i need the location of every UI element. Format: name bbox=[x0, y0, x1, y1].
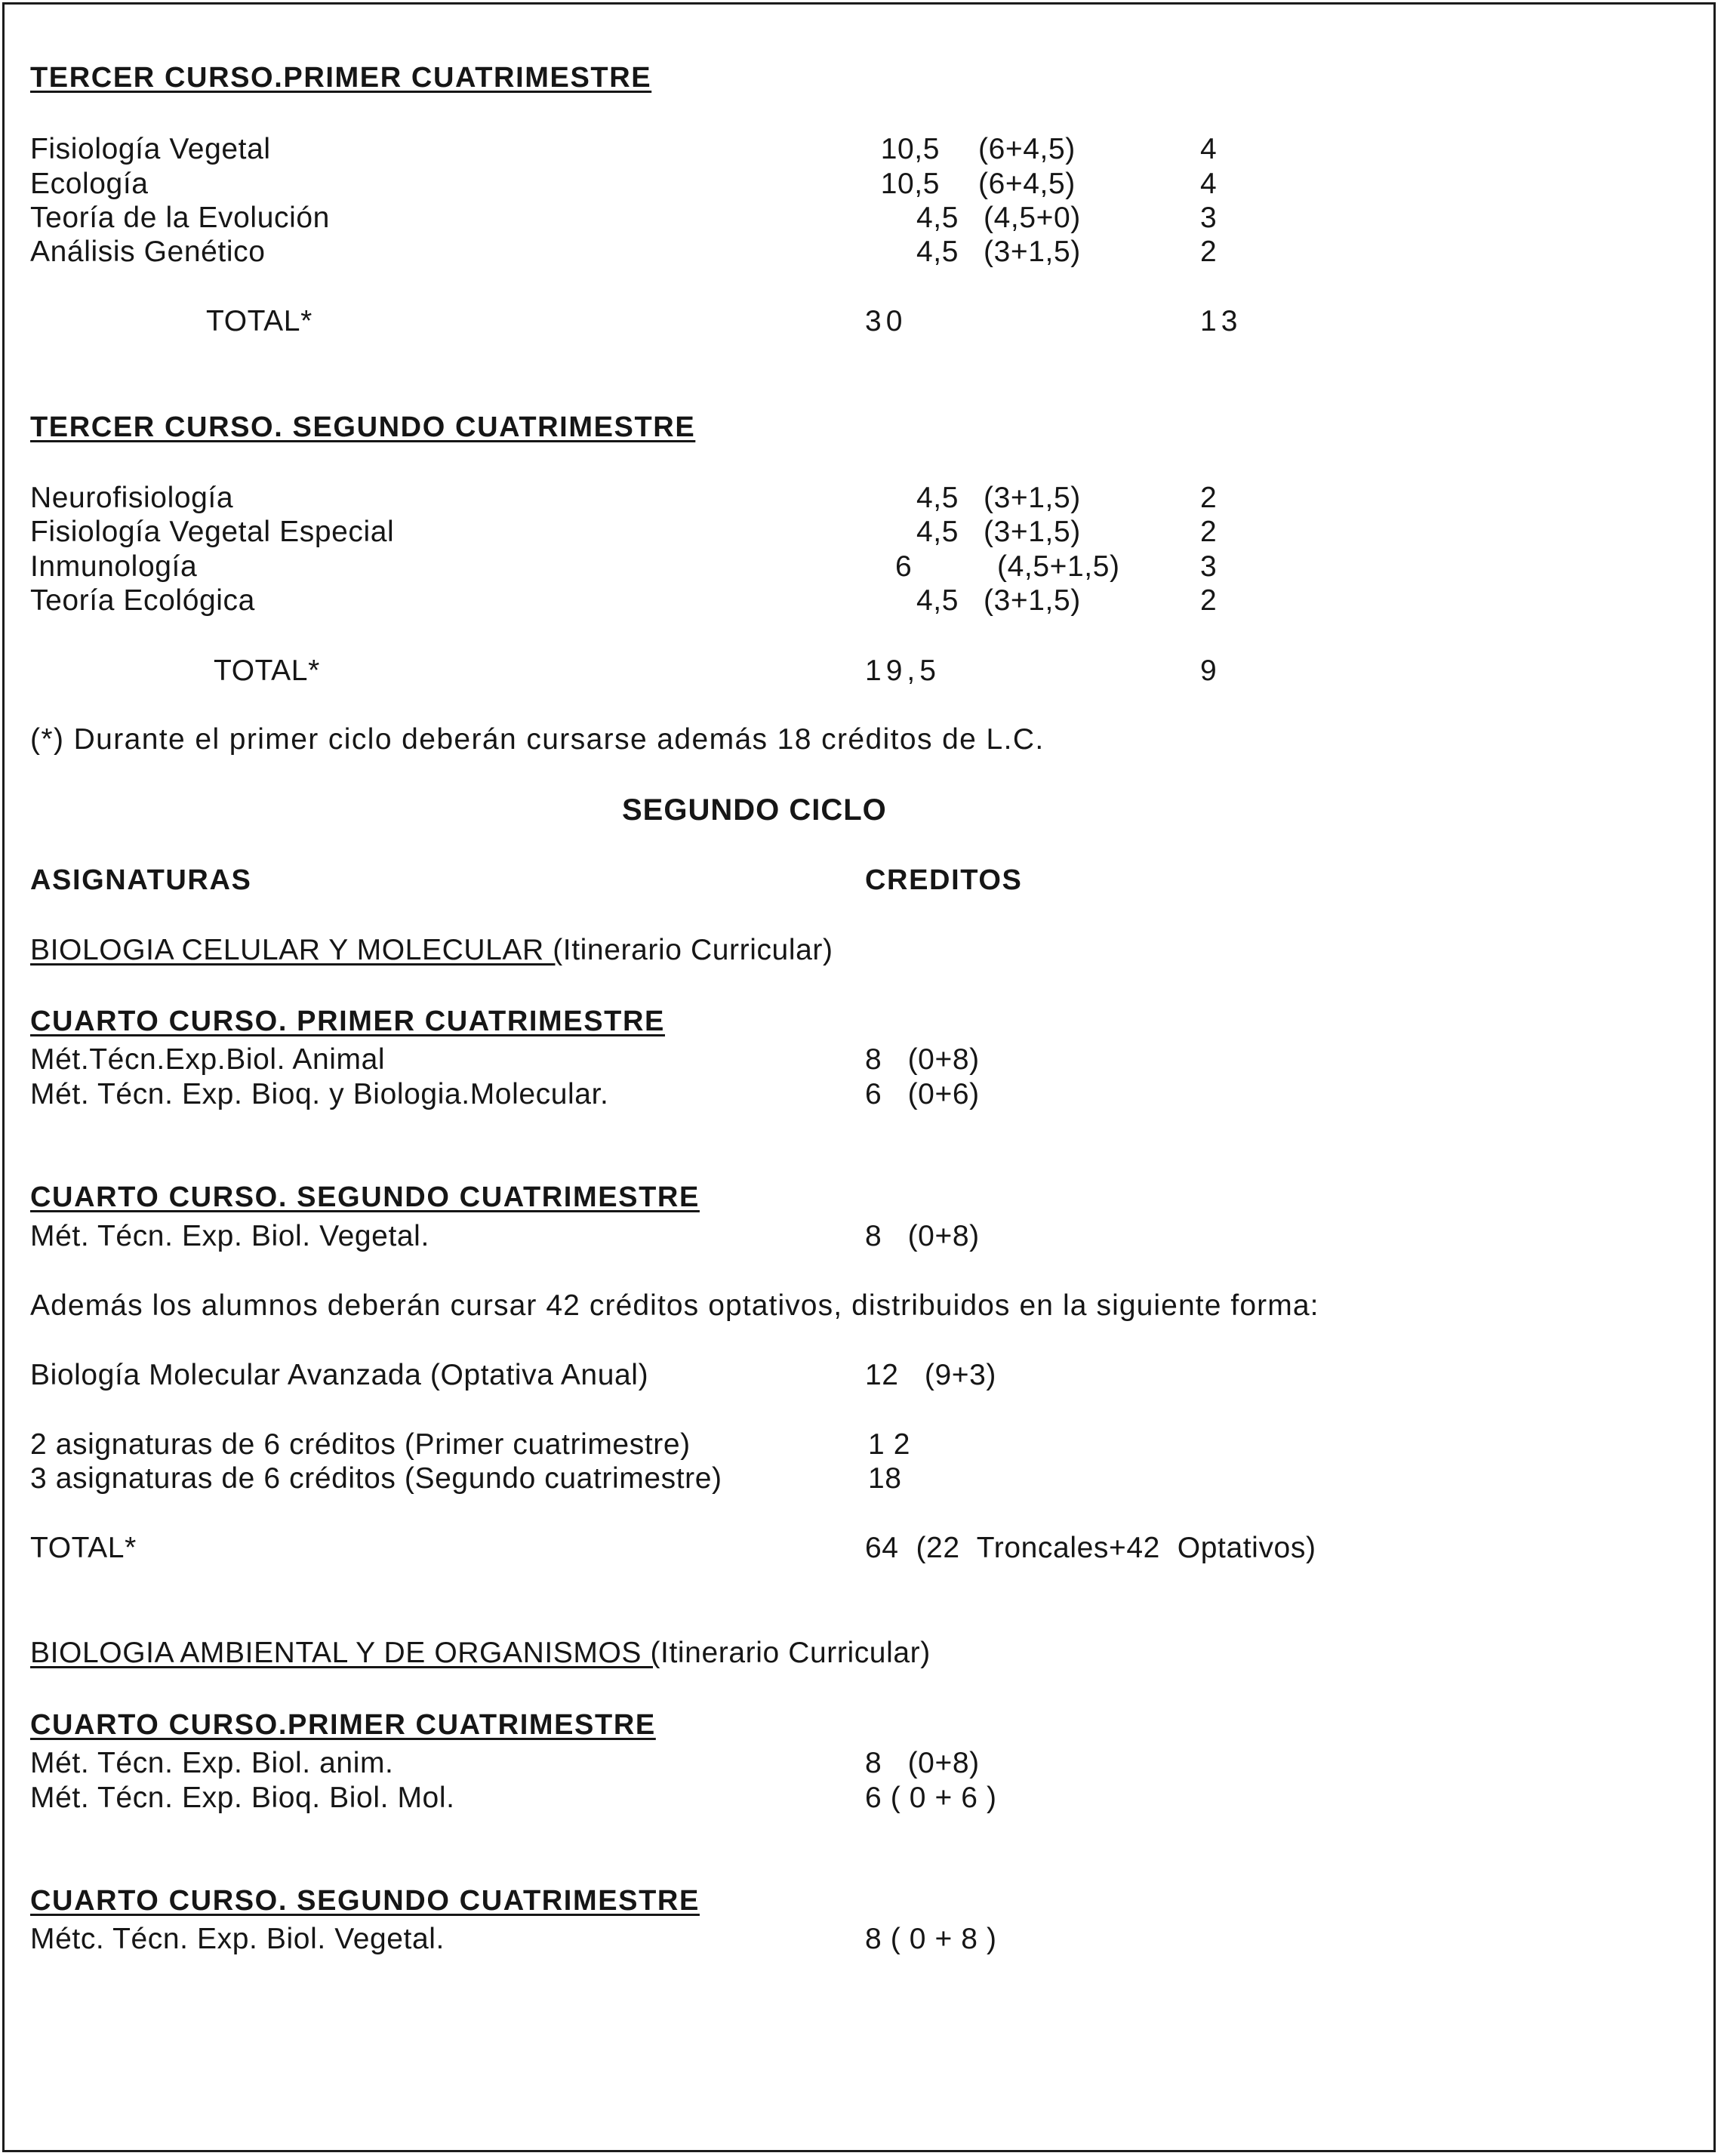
subject-hours: 4 bbox=[1200, 133, 1218, 165]
subject-credits: 18 bbox=[868, 1462, 902, 1495]
subject-name: Ecología bbox=[30, 168, 149, 200]
subject-credits: 10,5 bbox=[880, 133, 940, 165]
total-hours: 13 bbox=[1200, 305, 1242, 337]
subject-credits: 8 ( 0 + 8 ) bbox=[865, 1923, 997, 1955]
subject-hours: 2 bbox=[1200, 516, 1218, 548]
subject-credits: 1 2 bbox=[868, 1428, 911, 1461]
total-label: TOTAL* bbox=[30, 1532, 137, 1564]
section-heading-cuarto-segundo: CUARTO CURSO. SEGUNDO CUATRIMESTRE bbox=[30, 1885, 700, 1917]
subject-credits: 8 (0+8) bbox=[865, 1220, 980, 1252]
subject-credit-split: (3+1,5) bbox=[984, 516, 1081, 548]
subject-credits: 8 (0+8) bbox=[865, 1747, 980, 1779]
subject-hours: 4 bbox=[1200, 168, 1218, 200]
subject-name: Mét. Técn. Exp. Biol. Vegetal. bbox=[30, 1220, 429, 1252]
section-heading-cuarto-primer: CUARTO CURSO.PRIMER CUATRIMESTRE bbox=[30, 1709, 656, 1741]
subject-name: Teoría de la Evolución bbox=[30, 202, 330, 234]
subject-credit-split: (3+1,5) bbox=[984, 584, 1081, 617]
subject-name: Neurofisiología bbox=[30, 482, 234, 514]
subject-credits: 6 (0+6) bbox=[865, 1078, 980, 1110]
subject-name: 3 asignaturas de 6 créditos (Segundo cuatrimestre) bbox=[30, 1462, 722, 1495]
section-heading-cuarto-primer: CUARTO CURSO. PRIMER CUATRIMESTRE bbox=[30, 1006, 665, 1037]
section-heading-tercer-primer: TERCER CURSO.PRIMER CUATRIMESTRE bbox=[30, 62, 652, 94]
itinerary-note: Itinerario Curricular) bbox=[660, 1637, 931, 1669]
subject-hours: 2 bbox=[1200, 482, 1218, 514]
itinerary-note: Itinerario Curricular) bbox=[562, 934, 833, 966]
subject-name: Biología Molecular Avanzada (Optativa Anual) bbox=[30, 1359, 649, 1391]
subject-credits: 4,5 bbox=[916, 516, 959, 548]
subject-name: Mét. Técn. Exp. Biol. anim. bbox=[30, 1747, 394, 1779]
itinerary-heading-bao bbox=[30, 1636, 931, 1671]
segundo-ciclo-title: SEGUNDO CICLO bbox=[622, 793, 887, 827]
itinerary-heading-bcm bbox=[30, 933, 833, 968]
subject-name: Mét. Técn. Exp. Bioq. y Biologia.Molecular. bbox=[30, 1078, 609, 1110]
subject-credits: 6 ( 0 + 6 ) bbox=[865, 1782, 997, 1814]
subject-credits: 4,5 bbox=[916, 482, 959, 514]
subject-credits: 4,5 bbox=[916, 584, 959, 617]
total-credits: 19,5 bbox=[865, 654, 941, 687]
total-hours: 9 bbox=[1200, 654, 1218, 687]
subject-name: 2 asignaturas de 6 créditos (Primer cuatrimestre) bbox=[30, 1428, 691, 1461]
section-heading-tercer-segundo: TERCER CURSO. SEGUNDO CUATRIMESTRE bbox=[30, 411, 696, 443]
subject-hours: 3 bbox=[1200, 202, 1218, 234]
total-label: TOTAL* bbox=[214, 654, 320, 687]
subject-credit-split: (3+1,5) bbox=[984, 236, 1081, 268]
itinerary-name: BIOLOGIA CELULAR Y MOLECULAR ( bbox=[30, 934, 563, 966]
total-label: TOTAL* bbox=[206, 305, 312, 337]
subject-credits: 8 (0+8) bbox=[865, 1043, 980, 1076]
footnote: (*) Durante el primer ciclo deberán cursarse además 18 créditos de L.C. bbox=[30, 723, 1045, 756]
subject-name: Inmunología bbox=[30, 550, 198, 583]
column-header-asignaturas: ASIGNATURAS bbox=[30, 864, 252, 896]
section-heading-cuarto-segundo: CUARTO CURSO. SEGUNDO CUATRIMESTRE bbox=[30, 1181, 700, 1213]
subject-credit-split: (3+1,5) bbox=[984, 482, 1081, 514]
subject-credits: 4,5 bbox=[916, 202, 959, 234]
subject-credits: 6 bbox=[895, 550, 913, 583]
optativos-text: Además los alumnos deberán cursar 42 créditos optativos, distribuidos en la siguiente forma: bbox=[30, 1289, 1319, 1322]
subject-name: Teoría Ecológica bbox=[30, 584, 255, 617]
subject-credits: 12 (9+3) bbox=[865, 1359, 997, 1391]
subject-credit-split: (4,5+0) bbox=[984, 202, 1081, 234]
subject-name: Fisiología Vegetal bbox=[30, 133, 271, 165]
subject-credit-split: (4,5+1,5) bbox=[997, 550, 1120, 583]
subject-credit-split: (6+4,5) bbox=[978, 133, 1076, 165]
total-value: 64 (22 Troncales+42 Optativos) bbox=[865, 1532, 1316, 1564]
subject-hours: 2 bbox=[1200, 236, 1218, 268]
itinerary-name: BIOLOGIA AMBIENTAL Y DE ORGANISMOS ( bbox=[30, 1637, 661, 1669]
column-header-creditos: CREDITOS bbox=[865, 864, 1023, 896]
subject-name: Mét. Técn. Exp. Bioq. Biol. Mol. bbox=[30, 1782, 455, 1814]
subject-credits: 4,5 bbox=[916, 236, 959, 268]
subject-name: Análisis Genético bbox=[30, 236, 266, 268]
subject-credits: 10,5 bbox=[880, 168, 940, 200]
subject-hours: 2 bbox=[1200, 584, 1218, 617]
subject-name: Métc. Técn. Exp. Biol. Vegetal. bbox=[30, 1923, 445, 1955]
total-credits: 30 bbox=[865, 305, 907, 337]
subject-name: Fisiología Vegetal Especial bbox=[30, 516, 395, 548]
subject-credit-split: (6+4,5) bbox=[978, 168, 1076, 200]
subject-name: Mét.Técn.Exp.Biol. Animal bbox=[30, 1043, 386, 1076]
subject-hours: 3 bbox=[1200, 550, 1218, 583]
